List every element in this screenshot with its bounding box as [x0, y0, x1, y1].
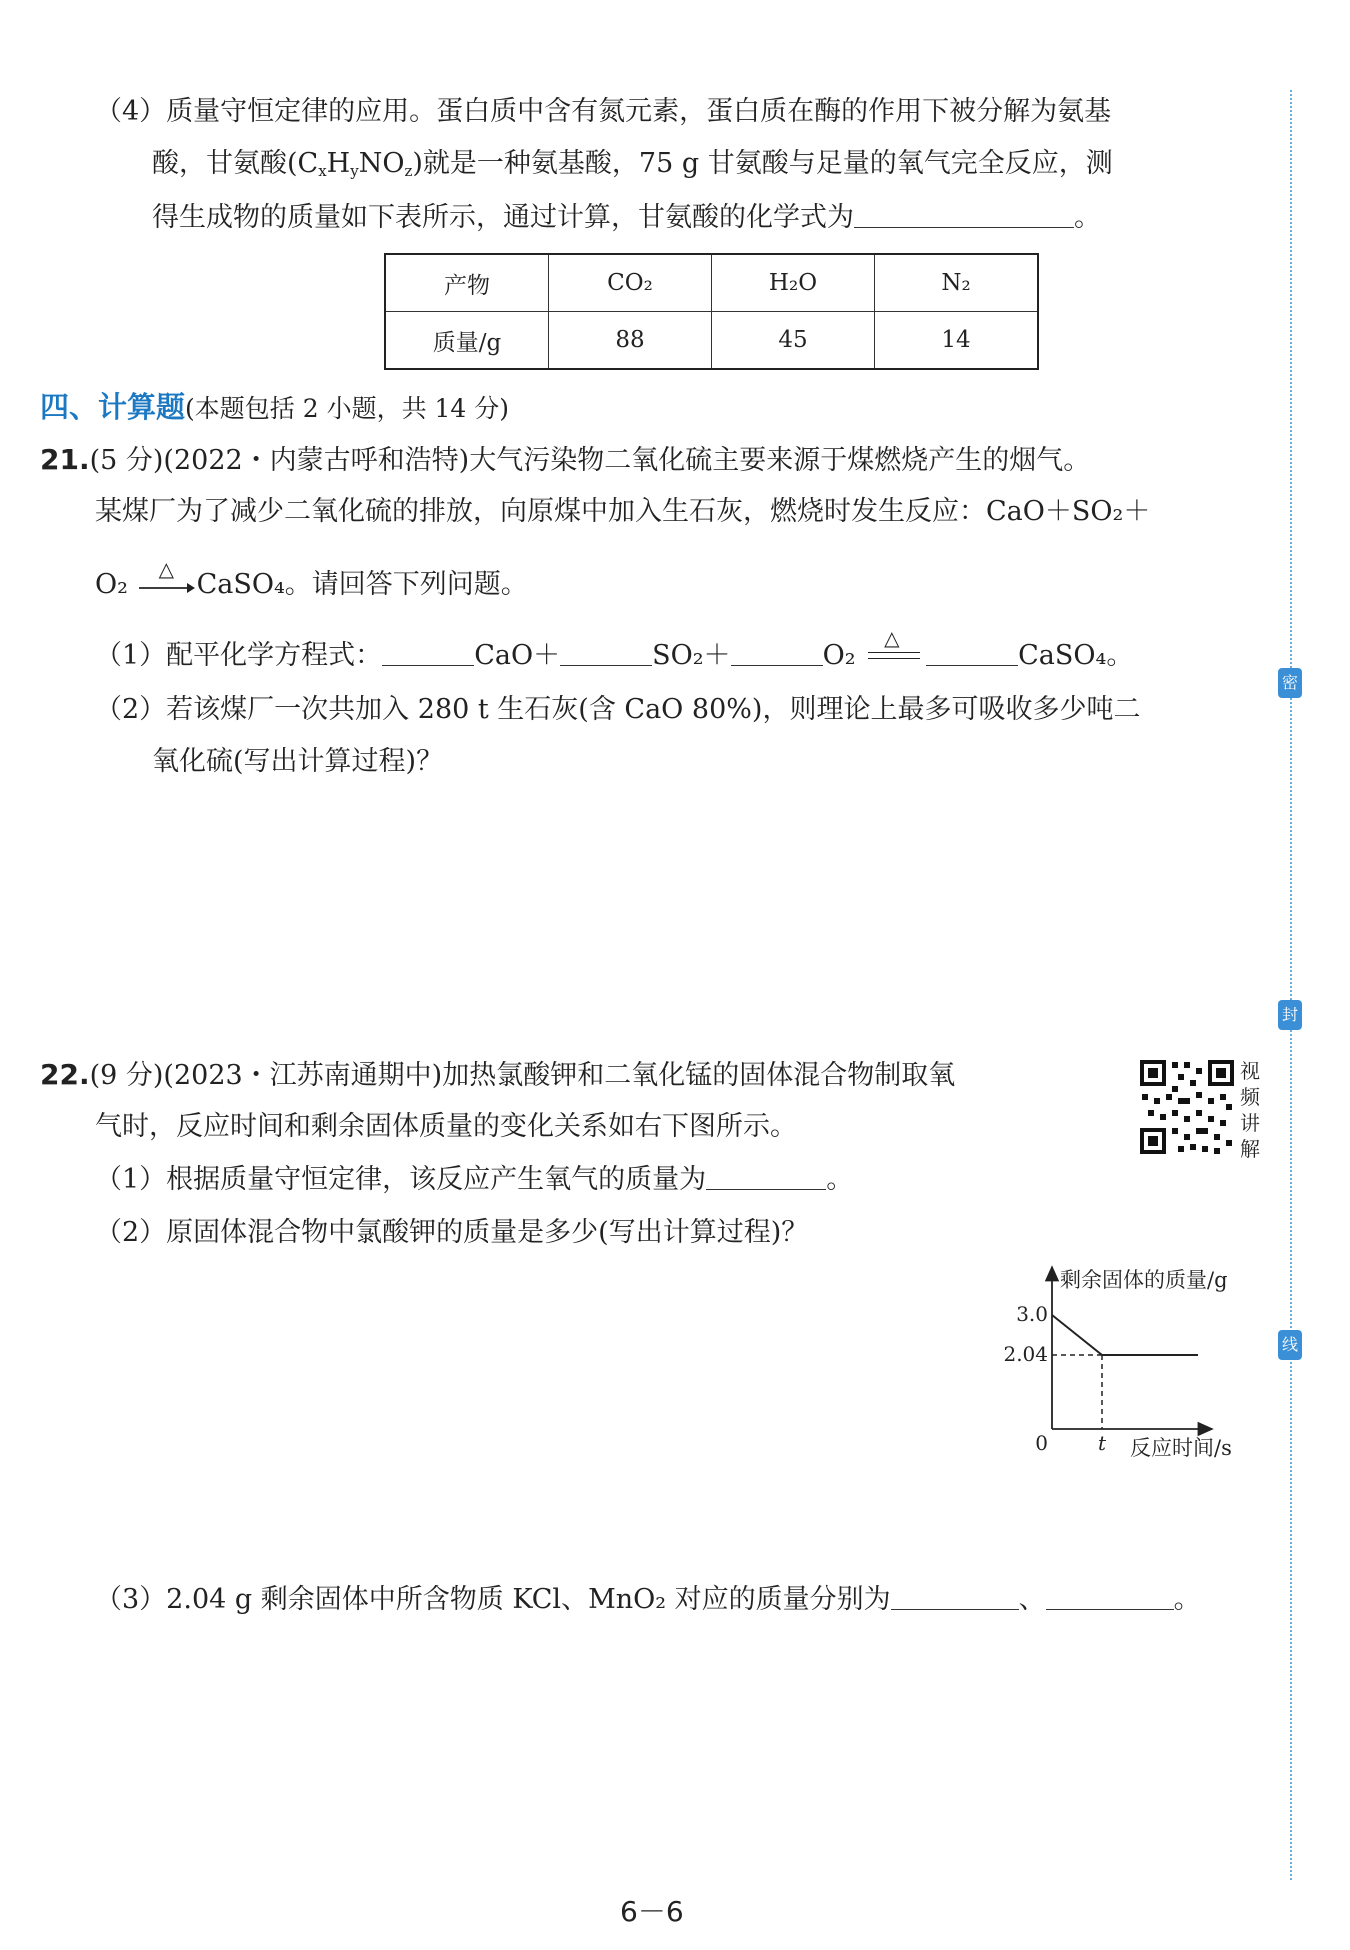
q21-line3: O₂ △ CaSO₄。请回答下列问题。 — [95, 565, 528, 605]
q4-line2: 酸，甘氨酸$(C_xH_yNO_z)$就是一种氨基酸，75 g 甘氨酸与足量的氧气完全反应，测 — [152, 148, 1113, 180]
section-heading: 四、计算题(本题包括 2 小题，共 14 分) — [40, 390, 510, 424]
binding-line — [1290, 90, 1292, 1880]
origin-label: 0 — [1035, 1431, 1048, 1455]
qr-code-icon[interactable] — [1138, 1058, 1236, 1156]
answer-blank-kcl[interactable] — [891, 1583, 1019, 1610]
q21-p1: （1）配平化学方程式： CaO＋ SO₂＋ O₂ △ CaSO₄。 — [95, 636, 1133, 676]
table-cell: CO₂ — [549, 254, 712, 312]
table-cell: N₂ — [875, 254, 1039, 312]
answer-blank[interactable] — [854, 201, 1074, 228]
y-axis-label: 剩余固体的质量/g — [1060, 1268, 1228, 1292]
q22-line2: 气时，反应时间和剩余固体质量的变化关系如右下图所示。 — [95, 1111, 797, 1142]
q22-line1: 22.(9 分)(2023・江苏南通期中)加热氯酸钾和二氧化锰的固体混合物制取氧 — [40, 1058, 956, 1091]
side-tab-xian: 线 — [1278, 1330, 1302, 1360]
y-tick-2.04: 2.04 — [1003, 1342, 1048, 1366]
q4-line3: 得生成物的质量如下表所示，通过计算，甘氨酸的化学式为 。 — [152, 202, 1101, 233]
mass-series-line — [1052, 1315, 1198, 1355]
x-axis-label: 反应时间/s — [1130, 1436, 1232, 1460]
page-number: 6－6 — [620, 1895, 684, 1928]
q21-p2-line1: （2）若该煤厂一次共加入 280 t 生石灰(含 CaO 80%)，则理论上最多可吸收多少吨二 — [95, 694, 1141, 725]
coef-blank-so2[interactable] — [560, 639, 652, 666]
side-tab-mi: 密 — [1278, 668, 1302, 698]
q21-line1: 21.(5 分)(2022・内蒙古呼和浩特)大气污染物二氧化硫主要来源于煤燃烧产生的烟气。 — [40, 443, 1091, 476]
q4-line1: （4）质量守恒定律的应用。蛋白质中含有氮元素，蛋白质在酶的作用下被分解为氨基 — [95, 96, 1112, 127]
heat-symbol: △ — [884, 625, 900, 650]
q22-p3: （3）2.04 g 剩余固体中所含物质 KCl、MnO₂ 对应的质量分别为 、 。 — [95, 1584, 1201, 1615]
table-cell: 14 — [875, 312, 1039, 370]
side-tab-feng: 封 — [1278, 1000, 1302, 1030]
mass-time-chart — [990, 1255, 1280, 1475]
product-mass-table — [384, 253, 1039, 370]
table-cell: 产物 — [385, 254, 549, 312]
coef-blank-o2[interactable] — [731, 639, 823, 666]
y-tick-3.0: 3.0 — [1016, 1302, 1048, 1326]
answer-blank[interactable] — [706, 1163, 826, 1190]
table-row — [385, 312, 1038, 370]
q22-p2: （2）原固体混合物中氯酸钾的质量是多少(写出计算过程)？ — [95, 1217, 809, 1248]
table-cell: 45 — [712, 312, 875, 370]
q21-line2: 某煤厂为了减少二氧化硫的排放，向原煤中加入生石灰，燃烧时发生反应：CaO＋SO₂＋ — [95, 496, 1151, 527]
qr-label: 视频讲解 — [1240, 1059, 1260, 1161]
table-cell: 质量/g — [385, 312, 549, 370]
q22-p1: （1）根据质量守恒定律，该反应产生氧气的质量为 。 — [95, 1164, 854, 1195]
heat-symbol: △ — [158, 556, 174, 581]
table-cell: 88 — [549, 312, 712, 370]
q21-p2-line2: 氧化硫(写出计算过程)？ — [152, 746, 444, 777]
table-row — [385, 254, 1038, 312]
coef-blank-cao[interactable] — [382, 639, 474, 666]
answer-blank-mno2[interactable] — [1046, 1583, 1174, 1610]
reaction-arrow — [137, 581, 197, 595]
table-cell: H₂O — [712, 254, 875, 312]
x-tick-t: t — [1097, 1431, 1107, 1455]
coef-blank-caso4[interactable] — [926, 639, 1018, 666]
